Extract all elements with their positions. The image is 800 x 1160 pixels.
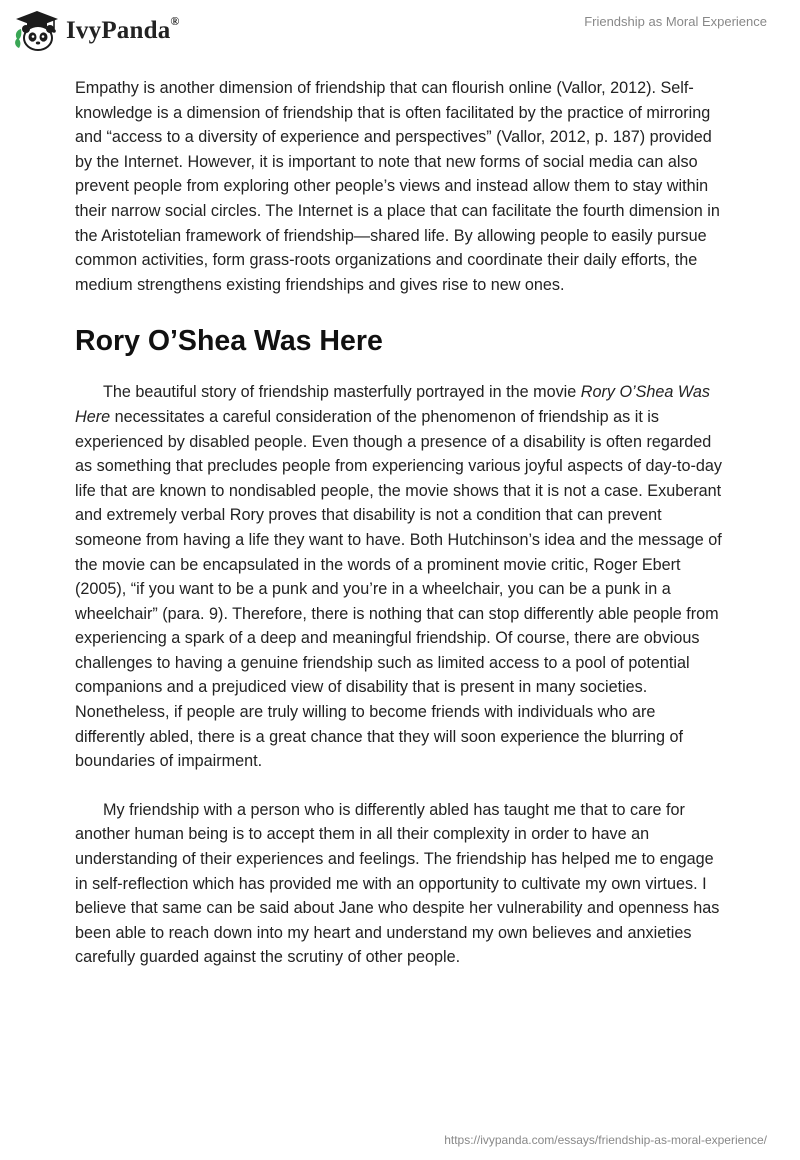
- paragraph-rory-oshea: The beautiful story of friendship masterfully portrayed in the movie Rory O’Shea Was Here necessitates a careful consideration of the phenomenon of friendship as it is experienced by disabled people. Even though a presence of a disability is often regarded as something that precludes people from experiencing various joyful aspects of day-to-day life that are known to nondisabled people, the movie shows that it is not a case. Exuberant and extremely verbal Rory proves that disability is not a condition that can prevent someone from having a life they want to have. Both Hutchinson’s idea and the message of the movie can be encapsulated in the words of a prominent movie critic, Roger Ebert (2005), “if you want to be a punk and you’re in a wheelchair, you can be a punk in a wheelchair” (para. 9). Therefore, there is nothing that can stop differently able people from experiencing a spark of a deep and meaningful friendship. Of course, there are obvious challenges to having a genuine friendship such as limited access to a pool of potential companions and a prejudiced view of disability that is present in many societies. Nonetheless, if people are truly willing to become friends with individuals who are differently abled, there is a great chance that they will soon experience the blurring of boundaries of impairment.: [75, 383, 722, 771]
- essay-content: [75, 76, 727, 970]
- paragraph-personal-friendship: My friendship with a person who is differently abled has taught me that to care for another human being is to accept them in all their complexity in order to have an understanding of their experiences and feelings. The friendship has helped me to engage in self-reflection which has provided me with an opportunity to cultivate my own virtues. I believe that same can be said about Jane who despite her vulnerability and openness has been able to reach down into my heart and understand my own believes and anxieties carefully guarded against the scrutiny of other people.: [75, 800, 720, 967]
- paragraph-empathy: Empathy is another dimension of friendship that can flourish online (Vallor, 2012). Self-knowledge is a dimension of friendship that is often facilitated by the practice of mirroring and “access to a diversity of experience and perspectives” (Vallor, 2012, p. 187) provided by the Internet. However, it is important to note that new forms of social media can also prevent people from exploring other people’s views and instead allow them to stay within their narrow social circles. The Internet is a place that can facilitate the fourth dimension in the Aristotelian framework of friendship—shared life. By allowing people to easily pursue common activities, form grass-roots organizations and coordinate their daily efforts, the medium strengthens existing friendships and gives rise to new ones.: [75, 79, 720, 294]
- source-url[interactable]: https://ivypanda.com/essays/friendship-as-moral-experience/: [444, 1133, 767, 1147]
- document-title: Friendship as Moral Experience: [584, 14, 767, 29]
- ivypanda-logo[interactable]: [14, 10, 180, 52]
- page-header: [0, 0, 800, 64]
- section-heading: Rory O’Shea Was Here: [75, 325, 383, 358]
- panda-graduate-icon: [14, 10, 60, 52]
- brand-name: IvyPanda®: [66, 13, 180, 44]
- movie-title: Rory O’Shea Was Here: [75, 383, 711, 426]
